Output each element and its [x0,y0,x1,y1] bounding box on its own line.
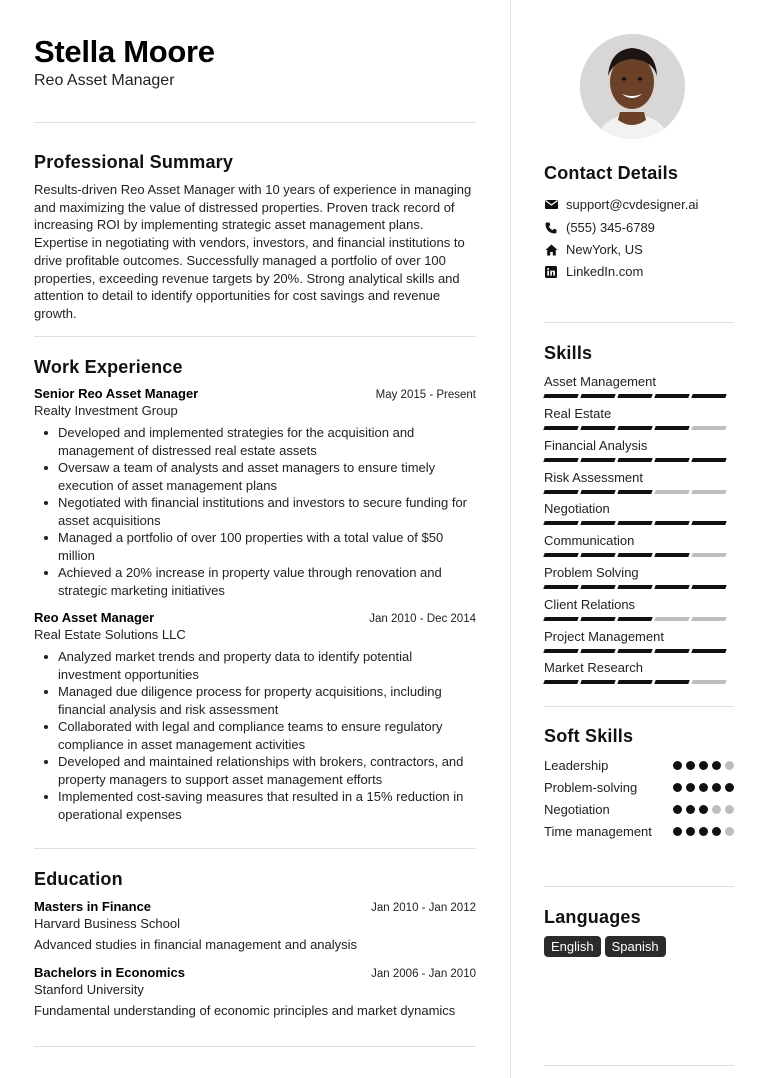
job-org: Real Estate Solutions LLC [34,627,186,642]
skill-bar-segment [691,680,726,684]
skill-bar-segment [691,426,726,430]
skill-item [544,501,734,525]
rating-dot [673,783,682,792]
soft-skill-item [544,757,734,774]
column-divider [510,0,511,1078]
section-divider [544,706,734,707]
section-divider [34,122,476,123]
list-item: Managed due diligence process for property acquisitions, including financial analysis and risk assessment [34,683,476,718]
list-item: Developed and implemented strategies for the acquisition and management of distressed real estate assets [34,424,476,459]
skill-bar-segment [654,521,689,525]
skill-level-bar [544,553,734,557]
skill-bar-segment [543,426,578,430]
skill-bar-segment [580,458,615,462]
skill-item [544,533,734,557]
profile-photo [580,34,685,139]
skill-bar-segment [691,553,726,557]
rating-dot [725,805,734,814]
skill-bar-segment [580,553,615,557]
soft-skill-item [544,801,734,818]
list-item: Oversaw a team of analysts and asset managers to ensure timely execution of asset management plans [34,459,476,494]
degree: Bachelors in Economics [34,965,185,980]
edu-description: Fundamental understanding of economic principles and market dynamics [34,1003,456,1018]
list-item: Achieved a 20% increase in property value through renovation and strategic marketing initiatives [34,564,476,599]
language-badge: English [544,936,601,957]
education-title: Education [34,869,123,889]
rating-dot [673,827,682,836]
skill-bar-segment [654,458,689,462]
job-date: Jan 2010 - Dec 2014 [369,613,476,625]
soft-skill-name: Time management [544,824,652,839]
skill-level-bar [544,617,734,621]
rating-dot [725,761,734,770]
skill-level-bar [544,649,734,653]
section-divider [544,322,734,323]
skill-name: Asset Management [544,374,657,389]
rating-dot [686,783,695,792]
skill-bar-segment [691,649,726,653]
edu-date: Jan 2010 - Jan 2012 [371,902,476,914]
skill-bar-segment [580,649,615,653]
skill-bar-segment [654,617,689,621]
skill-bar-segment [543,521,578,525]
skill-bar-segment [580,394,615,398]
envelope-icon [544,198,558,212]
rating-dot [699,761,708,770]
contact-linkedin-text: LinkedIn.com [566,264,644,279]
contact-location [544,242,643,257]
job-entry [34,610,476,823]
edu-description: Advanced studies in financial management and analysis [34,937,358,952]
contact-phone-text: (555) 345-6789 [566,220,655,235]
skill-bar-segment [617,521,652,525]
skill-bar-segment [654,680,689,684]
skill-bar-segment [580,585,615,589]
skill-level-bar [544,521,734,525]
soft-skill-name: Negotiation [544,802,610,817]
skill-item [544,597,734,621]
rating-dot [699,805,708,814]
skill-bar-segment [691,617,726,621]
skill-name: Financial Analysis [544,438,648,453]
summary-title: Professional Summary [34,152,234,172]
list-item: Managed a portfolio of over 100 properties with a total value of $50 million [34,529,476,564]
skill-bar-segment [617,490,652,494]
soft-skill-rating [669,805,734,818]
skill-name: Project Management [544,629,664,644]
section-divider [544,1065,734,1066]
skill-bar-segment [691,394,726,398]
skill-bar-segment [617,458,652,462]
skill-name: Risk Assessment [544,470,643,485]
linkedin-icon [544,265,558,279]
skill-bar-segment [617,426,652,430]
experience-title: Work Experience [34,357,183,377]
contact-title: Contact Details [544,163,679,183]
rating-dot [712,761,721,770]
skill-bar-segment [691,585,726,589]
edu-date: Jan 2006 - Jan 2010 [371,968,476,980]
rating-dot [712,805,721,814]
skill-level-bar [544,458,734,462]
job-bullets [34,424,476,599]
skill-bar-segment [543,458,578,462]
job-org: Realty Investment Group [34,403,178,418]
skill-bar-segment [543,490,578,494]
soft-skill-rating [669,827,734,840]
soft-skill-item [544,779,734,796]
language-badge: Spanish [605,936,666,957]
skill-bar-segment [654,394,689,398]
soft-skill-name: Problem-solving [544,780,638,795]
skill-name: Problem Solving [544,565,639,580]
section-divider [34,848,476,849]
skills-title: Skills [544,343,593,363]
contact-linkedin[interactable] [544,264,643,279]
skill-name: Client Relations [544,597,636,612]
skill-name: Real Estate [544,406,612,421]
skill-bar-segment [543,680,578,684]
skill-bar-segment [691,458,726,462]
education-entry [34,965,476,1018]
skill-item [544,629,734,653]
skill-item [544,406,734,430]
skill-bar-segment [543,617,578,621]
skill-bar-segment [617,649,652,653]
list-item: Developed and maintained relationships with brokers, contractors, and property managers to support asset management efforts [34,753,476,788]
skill-bar-segment [654,585,689,589]
rating-dot [725,827,734,836]
contact-email-text: support@cvdesigner.ai [566,197,699,212]
skill-item [544,374,734,398]
skill-name: Negotiation [544,501,610,516]
skill-bar-segment [617,585,652,589]
rating-dot [686,761,695,770]
phone-icon [544,221,558,235]
skill-bar-segment [580,490,615,494]
skill-bar-segment [580,426,615,430]
rating-dot [673,805,682,814]
job-bullets [34,648,476,823]
skill-level-bar [544,490,734,494]
section-divider [34,336,476,337]
skill-level-bar [544,585,734,589]
list-item: Analyzed market trends and property data to identify potential investment opportunities [34,648,476,683]
skill-bar-segment [580,617,615,621]
skill-bar-segment [580,521,615,525]
job-date: May 2015 - Present [375,389,476,401]
job-title: Senior Reo Asset Manager [34,386,199,401]
rating-dot [699,783,708,792]
soft-skill-rating [669,783,734,796]
job-title: Reo Asset Manager [34,610,155,625]
skill-level-bar [544,394,734,398]
school: Stanford University [34,982,144,997]
contact-location-text: NewYork, US [566,242,643,257]
soft-skill-rating [669,761,734,774]
skill-level-bar [544,426,734,430]
soft-skills-title: Soft Skills [544,726,634,746]
list-item: Implemented cost-saving measures that resulted in a 15% reduction in operational expenses [34,788,476,823]
job-entry [34,386,476,599]
degree: Masters in Finance [34,899,152,914]
skill-bar-segment [654,490,689,494]
school: Harvard Business School [34,916,180,931]
soft-skill-item [544,823,734,840]
skill-bar-segment [543,649,578,653]
skill-bar-segment [654,649,689,653]
skill-bar-segment [654,426,689,430]
rating-dot [686,805,695,814]
skill-bar-segment [654,553,689,557]
rating-dot [712,827,721,836]
education-entry [34,899,476,952]
skill-bar-segment [691,521,726,525]
rating-dot [699,827,708,836]
candidate-role: Reo Asset Manager [34,72,175,89]
skill-bar-segment [580,680,615,684]
skill-bar-segment [617,553,652,557]
skill-item [544,438,734,462]
contact-phone[interactable] [544,220,655,235]
home-icon [544,243,558,257]
skill-bar-segment [543,553,578,557]
skill-item [544,470,734,494]
soft-skill-name: Leadership [544,758,609,773]
skill-bar-segment [617,617,652,621]
languages-title: Languages [544,907,641,927]
contact-email[interactable] [544,197,698,212]
section-divider [34,1046,476,1047]
rating-dot [712,783,721,792]
skill-bar-segment [617,394,652,398]
section-divider [544,886,734,887]
candidate-name: Stella Moore [34,34,215,69]
skill-bar-segment [691,490,726,494]
skill-bar-segment [617,680,652,684]
rating-dot [725,783,734,792]
skill-bar-segment [543,585,578,589]
list-item: Negotiated with financial institutions and investors to secure funding for asset acquisitions [34,494,476,529]
skill-bar-segment [543,394,578,398]
skill-level-bar [544,680,734,684]
skill-name: Communication [544,533,635,548]
rating-dot [686,827,695,836]
list-item: Collaborated with legal and compliance teams to ensure regulatory compliance in asset management activities [34,718,476,753]
skill-item [544,565,734,589]
skill-name: Market Research [544,660,643,675]
skill-item [544,660,734,684]
summary-text: Results-driven Reo Asset Manager with 10 years of experience in managing and maximizing the value of distressed properties. Proven track record of increasing ROI by implementing strategic asset management plans. Expertise in negotiating with vendors, investors, and financial institutions to drive profitable outcomes. Successfully managed a portfolio of over 100 properties, exceeding revenue targets by 20%. Strong analytical skills and attention to detail to identify opportunities for cost savings and revenue growth. [34,182,472,321]
languages-list [544,936,670,957]
rating-dot [673,761,682,770]
